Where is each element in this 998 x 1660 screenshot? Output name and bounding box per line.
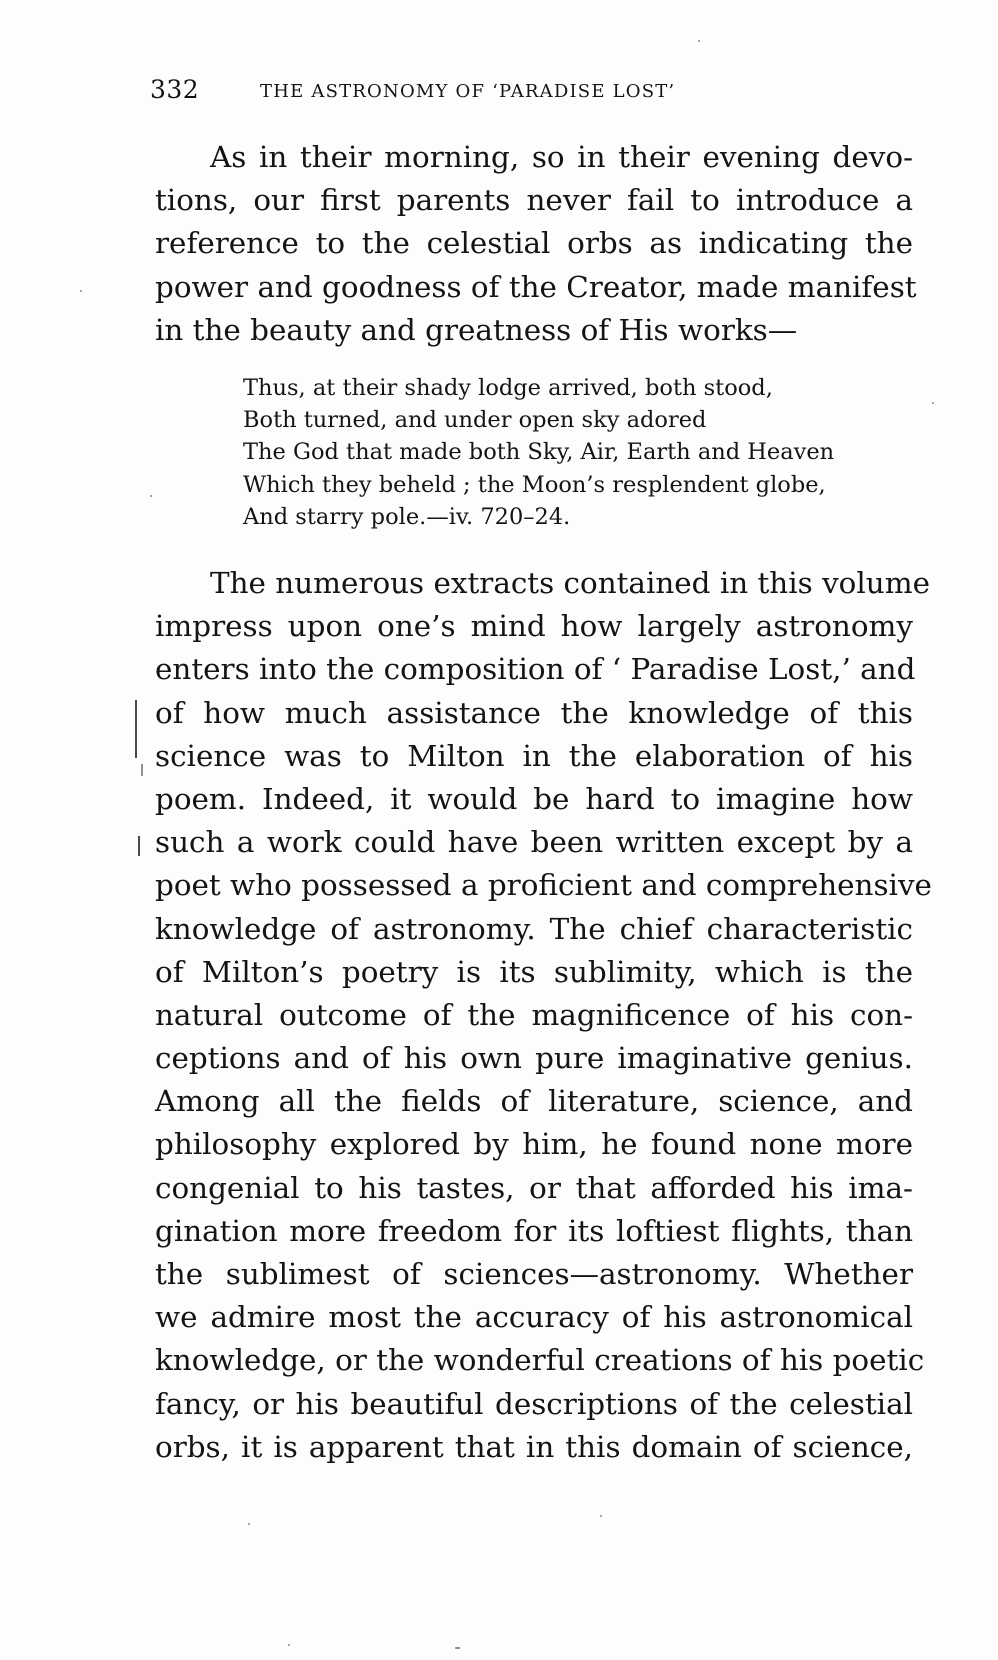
text-line: ceptions and of his own pure imaginative genius.: [155, 1041, 913, 1076]
text-line: natural outcome of the magnificence of his con-: [155, 997, 913, 1032]
margin-pencil-mark: [141, 764, 143, 776]
verse-line: The God that made both Sky, Air, Earth and Heaven: [243, 439, 835, 466]
running-head: THE ASTRONOMY OF ‘PARADISE LOST’: [260, 81, 676, 102]
text-line: Among all the fields of literature, science, and: [155, 1084, 913, 1119]
text-line: power and goodness of the Creator, made manifest: [155, 269, 917, 304]
paper-speck: [932, 402, 934, 404]
margin-pencil-mark: [138, 836, 140, 856]
text-line: we admire most the accuracy of his astronomical: [155, 1300, 913, 1335]
text-line: The numerous extracts contained in this volume: [210, 566, 930, 600]
text-line: poem. Indeed, it would be hard to imagine how: [155, 781, 913, 816]
verse-line: Both turned, and under open sky adored: [243, 407, 707, 434]
text-line: in the beauty and greatness of His works—: [155, 312, 798, 347]
paper-speck: [698, 40, 700, 42]
page-number: 332: [150, 75, 200, 104]
text-line: enters into the composition of ‘ Paradise Lost,’ and: [155, 652, 916, 687]
paragraph-evening-devotions: [155, 136, 917, 352]
text-line: such a work could have been written except by a: [155, 825, 913, 860]
text-line: gination more freedom for its loftiest flights, than: [155, 1213, 913, 1248]
verse-line: Thus, at their shady lodge arrived, both stood,: [243, 375, 773, 401]
text-line: science was to Milton in the elaboration of his: [155, 738, 913, 773]
text-line: reference to the celestial orbs as indicating the: [155, 226, 913, 261]
paragraph-numerous-extracts: [155, 562, 932, 1469]
text-line: of how much assistance the knowledge of this: [155, 695, 913, 730]
verse-quotation: [243, 372, 893, 533]
text-line: fancy, or his beautiful descriptions of the celestial: [155, 1386, 913, 1421]
paper-speck: [80, 290, 82, 292]
verse-citation: And starry pole.—iv. 720–24.: [243, 503, 571, 530]
page-header: [150, 75, 910, 115]
text-line: orbs, it is apparent that in this domain of science,: [155, 1429, 913, 1464]
text-line: the sublimest of sciences—astronomy. Whether: [155, 1257, 913, 1291]
verse-line: Which they beheld ; the Moon’s resplendent globe,: [243, 471, 826, 498]
text-line: tions, our first parents never fail to introduce a: [155, 183, 913, 218]
paper-speck: [288, 1644, 290, 1646]
text-line: knowledge, or the wonderful creations of his poetic: [155, 1343, 925, 1378]
paper-speck: [600, 1515, 602, 1517]
margin-pencil-mark: [135, 700, 137, 758]
paper-speck: [455, 1647, 460, 1649]
text-line: philosophy explored by him, he found none more: [155, 1127, 913, 1162]
text-line: impress upon one’s mind how largely astronomy: [155, 609, 913, 644]
text-line: congenial to his tastes, or that afforded his ima-: [155, 1170, 913, 1205]
paper-speck: [150, 495, 152, 497]
text-line: poet who possessed a proficient and comprehensive: [155, 868, 932, 903]
text-line: knowledge of astronomy. The chief characteristic: [155, 911, 913, 946]
paper-speck: [248, 1523, 250, 1525]
text-line: of Milton’s poetry is its sublimity, which is the: [155, 954, 913, 989]
text-line: As in their morning, so in their evening devo-: [210, 140, 913, 174]
